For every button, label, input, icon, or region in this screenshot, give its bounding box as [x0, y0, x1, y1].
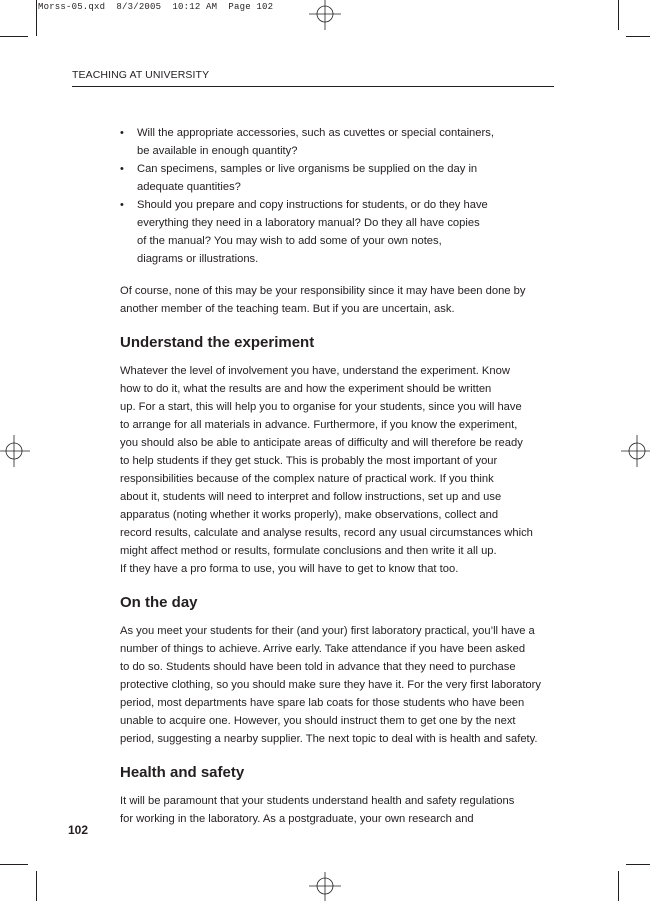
text-line: Of course, none of this may be your responsibility since it may have been done by — [120, 285, 526, 297]
text-line: up. For a start, this will help you to organise for your students, since you will have — [120, 401, 522, 413]
section-paragraph-on-the-day — [120, 622, 552, 748]
text-line: another member of the teaching team. But if you are uncertain, ask. — [120, 303, 455, 315]
crop-mark — [618, 0, 619, 30]
bullet-line: Will the appropriate accessories, such as cuvettes or special containers, — [137, 127, 494, 139]
crop-mark — [36, 871, 37, 901]
list-item — [120, 124, 552, 160]
text-line: responsibilities because of the complex nature of practical work. If you think — [120, 473, 494, 485]
section-heading-on-the-day: On the day — [120, 594, 198, 611]
text-line: Whatever the level of involvement you have, understand the experiment. Know — [120, 365, 510, 377]
crop-mark — [618, 871, 619, 901]
page-body — [120, 124, 552, 828]
text-line: for working in the laboratory. As a postgraduate, your own research and — [120, 813, 474, 825]
bullet-line: of the manual? You may wish to add some of your own notes, — [137, 235, 442, 247]
list-item — [120, 160, 552, 196]
text-line: It will be paramount that your students understand health and safety regulations — [120, 795, 515, 807]
registration-mark-right — [620, 433, 650, 469]
section-heading-health-and-safety: Health and safety — [120, 764, 245, 781]
bullet-line: adequate quantities? — [137, 181, 241, 193]
section-paragraph-understand — [120, 362, 552, 578]
bullet-line: be available in enough quantity? — [137, 145, 298, 157]
bullet-icon: • — [120, 163, 124, 175]
bullet-icon: • — [120, 127, 124, 139]
crop-mark — [626, 36, 650, 37]
print-slug: Morss-05.qxd 8/3/2005 10:12 AM Page 102 — [38, 2, 274, 12]
crop-mark — [0, 864, 28, 865]
bullet-line: everything they need in a laboratory manual? Do they all have copies — [137, 217, 480, 229]
bullet-line: Should you prepare and copy instructions for students, or do they have — [137, 199, 488, 211]
running-head: TEACHING AT UNIVERSITY — [72, 69, 554, 87]
text-line: As you meet your students for their (and your) first laboratory practical, you’ll have a — [120, 625, 535, 637]
section-paragraph-health-and-safety — [120, 792, 552, 828]
bullet-line: Can specimens, samples or live organisms be supplied on the day in — [137, 163, 478, 175]
crop-mark — [626, 864, 650, 865]
text-line: period, most departments have spare lab coats for those students who have been — [120, 697, 525, 709]
text-line: protective clothing, so you should make sure they have it. For the very first laboratory — [120, 679, 541, 691]
bullet-line: diagrams or illustrations. — [137, 253, 259, 265]
section-heading-understand: Understand the experiment — [120, 334, 315, 351]
page-number: 102 — [68, 823, 89, 837]
text-line: to help students if they get stuck. This is probably the most important of your — [120, 455, 498, 467]
text-line: might affect method or results, formulate conclusions and then write it all up. — [120, 545, 497, 557]
registration-mark-left — [0, 433, 32, 469]
text-line: record results, calculate and analyse results, record any usual circumstances which — [120, 527, 533, 539]
text-line: to do so. Students should have been told in advance that they need to purchase — [120, 661, 516, 673]
list-item — [120, 196, 552, 268]
text-line: number of things to achieve. Arrive early. Take attendance if you have been asked — [120, 643, 526, 655]
bullet-list — [120, 124, 552, 268]
text-line: to arrange for all materials in advance. Furthermore, if you know the experiment, — [120, 419, 518, 431]
text-line: about it, students will need to interpret and follow instructions, set up and use — [120, 491, 502, 503]
text-line: apparatus (noting whether it works properly), make observations, collect and — [120, 509, 499, 521]
bullet-icon: • — [120, 199, 124, 211]
crop-mark — [0, 36, 28, 37]
text-line: period, suggesting a nearby supplier. The next topic to deal with is health and safety. — [120, 733, 538, 745]
crop-mark — [36, 0, 37, 36]
registration-mark-bottom — [307, 870, 343, 901]
intro-paragraph — [120, 282, 552, 318]
registration-mark-top — [307, 0, 343, 32]
text-line: how to do it, what the results are and how the experiment should be written — [120, 383, 492, 395]
text-line: you should also be able to anticipate areas of difficulty and will therefore be ready — [120, 437, 523, 449]
text-line: unable to acquire one. However, you should instruct them to get one by the next — [120, 715, 516, 727]
text-line: If they have a pro forma to use, you will have to get to know that too. — [120, 563, 459, 575]
